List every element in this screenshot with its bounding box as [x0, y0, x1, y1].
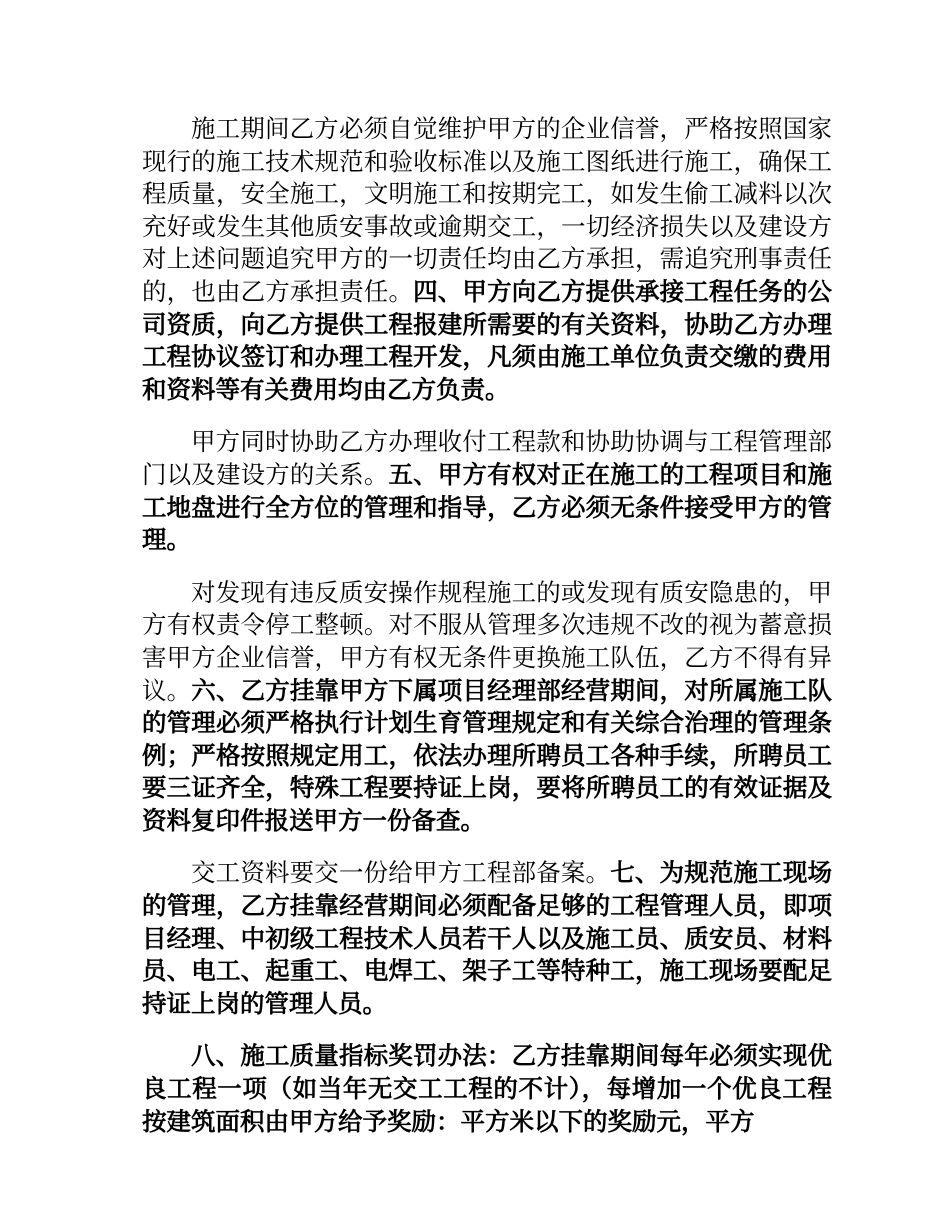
clause-5-text: 五、甲方有权对正在施工的工程项目和施工地盘进行全方位的管理和指导，乙方必须无条件接受甲方的管理。	[142, 459, 833, 555]
paragraph-3	[142, 577, 832, 838]
clause-7-text: 七、为规范施工现场的管理，乙方挂靠经营期间必须配备足够的工程管理人员，即项目经理、中初级工程技术人员若干人以及施工员、质安员、材料员、电工、起重工、电焊工、架子工等特种工，施工现场要配足持证上岗的管理人员。	[142, 858, 832, 1018]
paragraph-3-text: 对发现有违反质安操作规程施工的或发现有质安隐患的，甲方有权责令停工整顿。对不服从管理多次违规不改的视为蓄意损害甲方企业信誉，甲方有权无条件更换施工队伍，乙方不得有异议。	[142, 577, 832, 705]
clause-4-text: 四、甲方向乙方提供承接工程任务的公司资质，向乙方提供工程报建所需要的有关资料，协助乙方办理工程协议签订和办理工程开发，凡须由施工单位负责交缴的费用和资料等有关费用均由乙方负责。	[142, 276, 833, 404]
paragraph-4-text: 交工资料要交一份给甲方工程部备案。	[191, 858, 611, 888]
clause-8-text: 八、施工质量指标奖罚办法：乙方挂靠期间每年必须实现优良工程一项（如当年无交工工程的不计），每增加一个优良工程按建筑面积由甲方给予奖励：平方米以下的奖励元，平方	[142, 1041, 832, 1136]
paragraph-2-text: 甲方同时协助乙方办理收付工程款和协助协调与工程管理部门以及建设方的关系。	[142, 427, 832, 489]
document-body	[142, 113, 832, 1138]
paragraph-1	[142, 113, 832, 406]
paragraph-4	[142, 857, 832, 1020]
paragraph-5	[142, 1040, 832, 1138]
paragraph-1-text: 施工期间乙方必须自觉维护甲方的企业信誉，严格按照国家现行的施工技术规范和验收标准以及施工图纸进行施工，确保工程质量，安全施工，文明施工和按期完工，如发生偷工减料以次充好或发生其他质安事故或逾期交工，一切经济损失以及建设方对上述问题追究甲方的一切责任均由乙方承担，需追究刑事责任的，也由乙方承担责任。	[142, 114, 832, 306]
paragraph-2	[142, 426, 832, 556]
clause-6-text: 六、乙方挂靠甲方下属项目经理部经营期间，对所属施工队的管理必须严格执行计划生育管理规定和有关综合治理的管理条例；严格按照规定用工，依法办理所聘员工各种手续，所聘员工要三证齐全，特殊工程要持证上岗，要将所聘员工的有效证据及资料复印件报送甲方一份备查。	[142, 675, 832, 835]
